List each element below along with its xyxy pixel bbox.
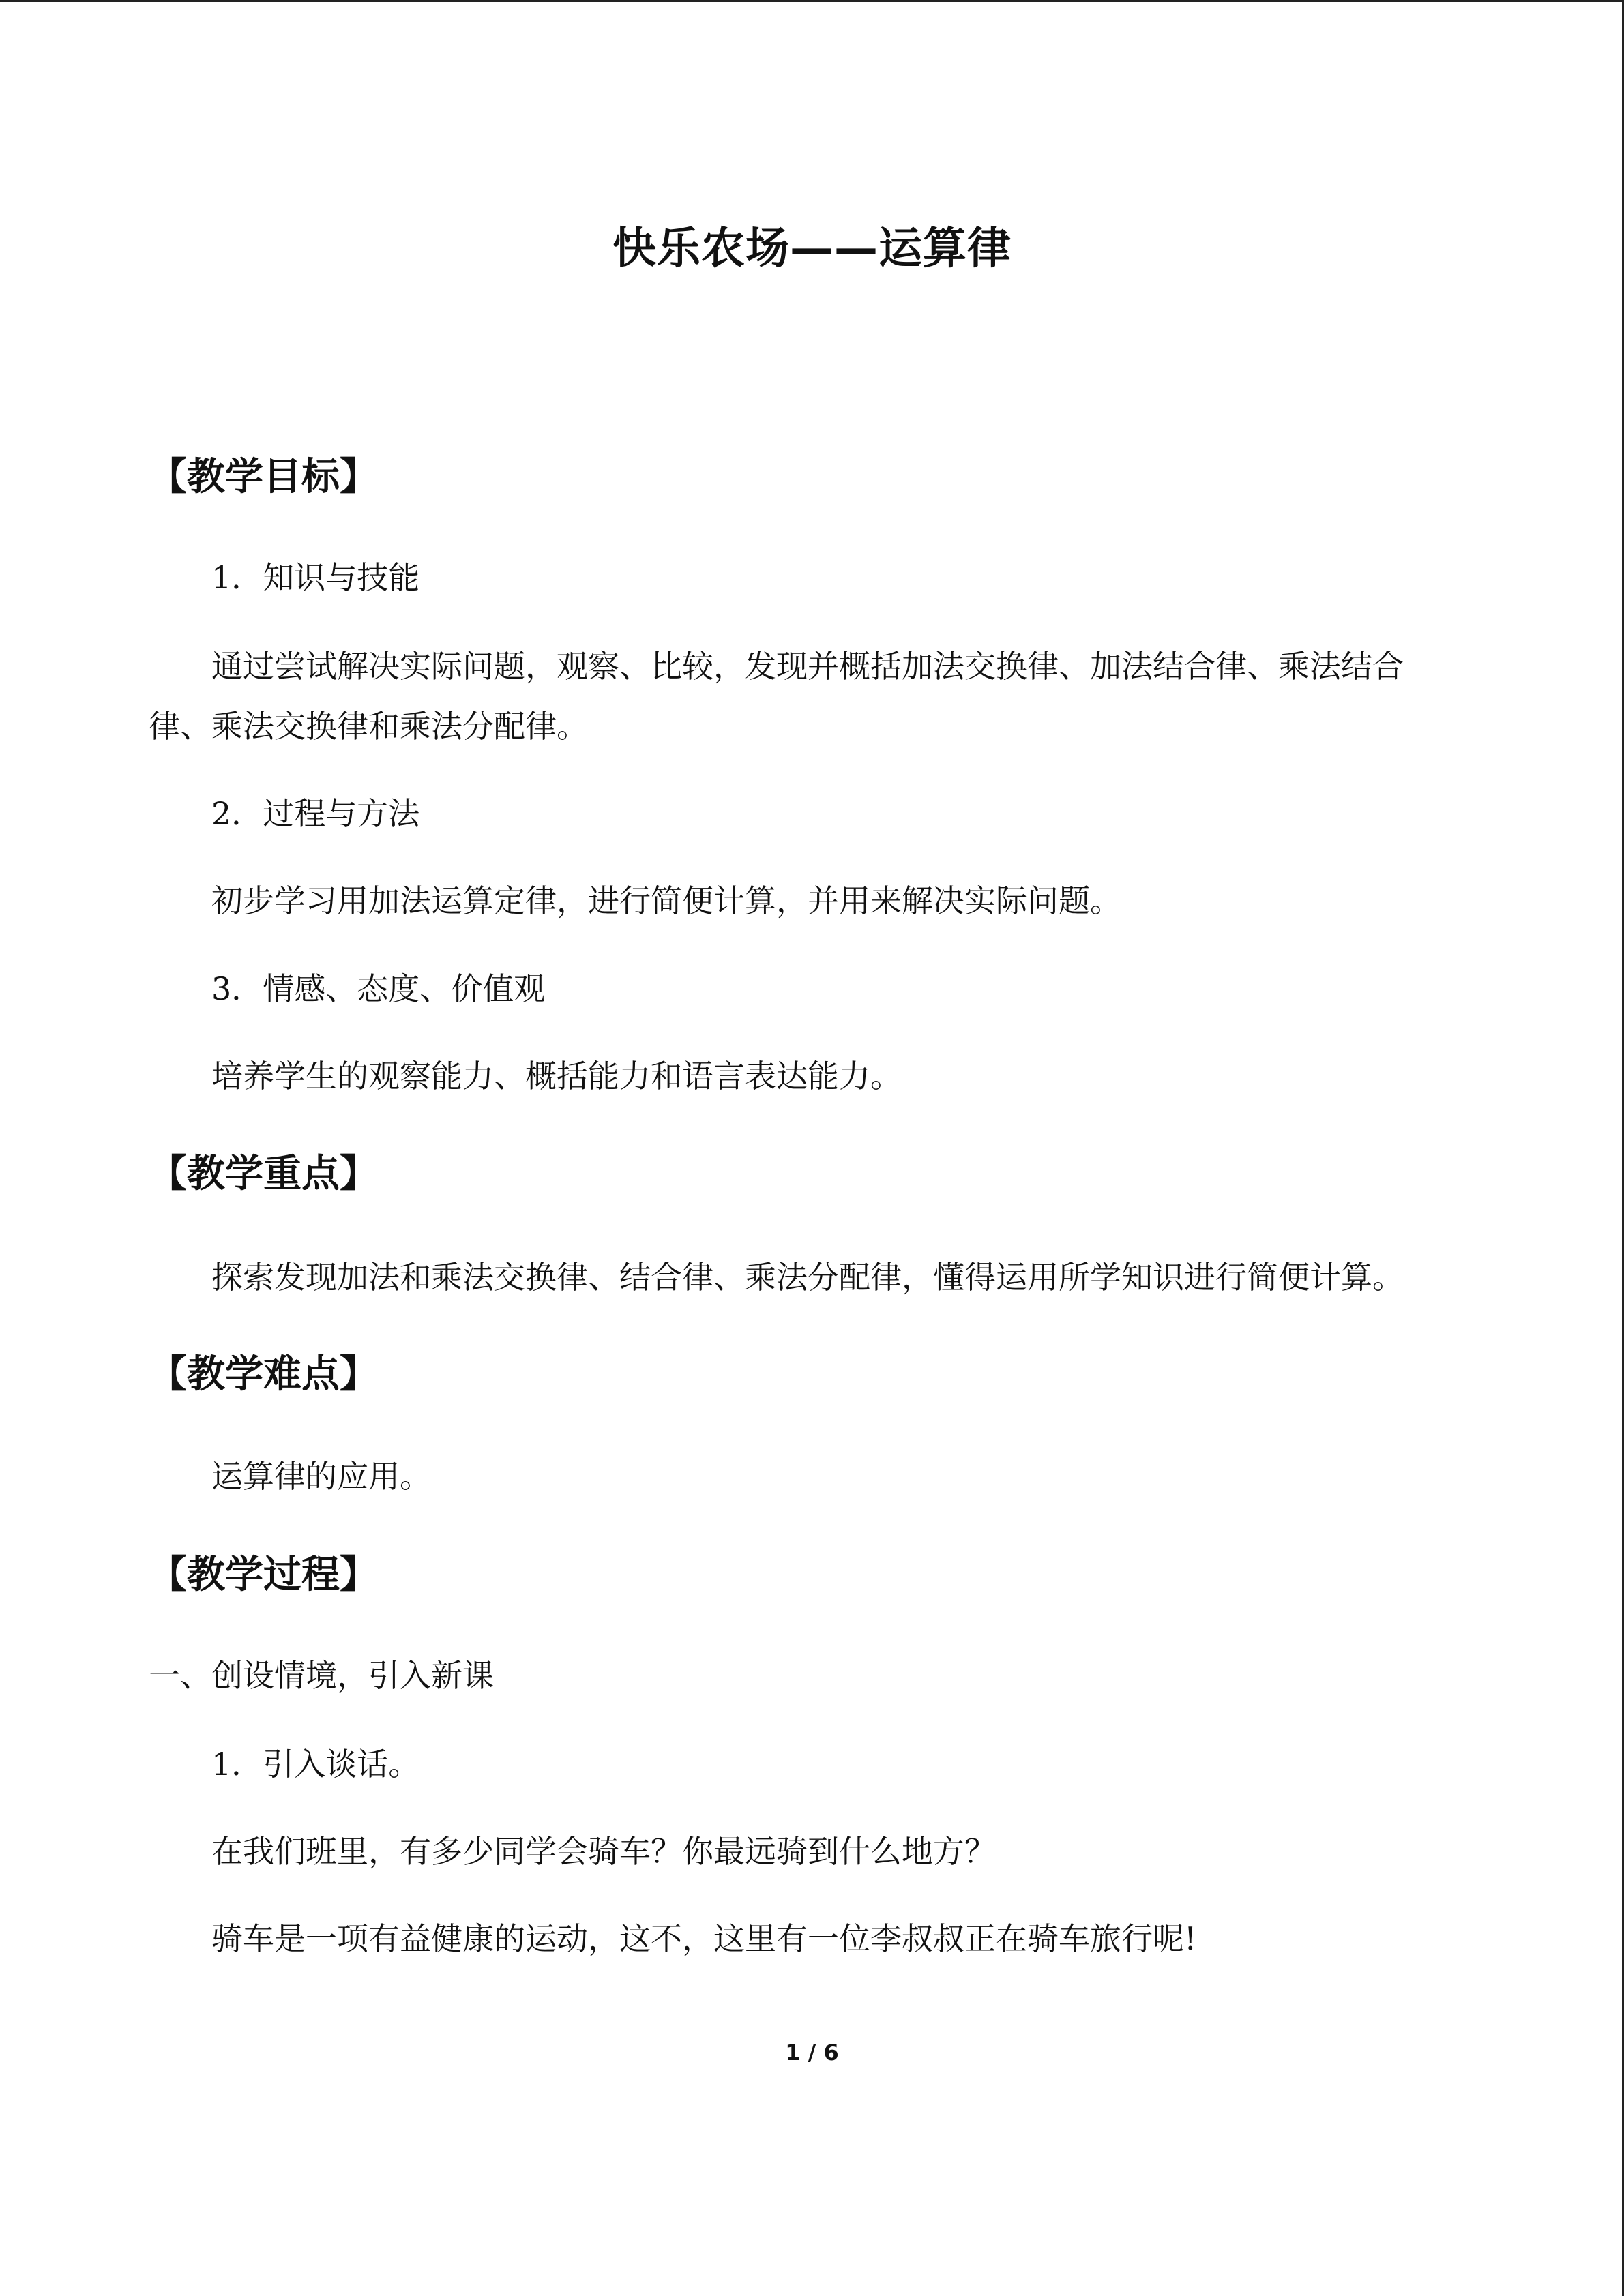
key-points-text: 探索发现加法和乘法交换律、结合律、乘法分配律，懂得运用所学知识进行简便计算。 <box>211 1259 1404 1296</box>
heading-objectives: 【教学目标】 <box>149 455 378 499</box>
objective-1-label: 1．知识与技能 <box>211 559 420 596</box>
process-part1-title: 一、创设情境，引入新课 <box>149 1657 494 1694</box>
objective-1-text-line1: 通过尝试解决实际问题，观察、比较，发现并概括加法交换律、加法结合律、乘法结合 <box>211 648 1404 685</box>
page-indicator: 1 / 6 <box>785 2040 839 2066</box>
process-step1-label: 1．引入谈话。 <box>211 1746 420 1783</box>
objective-3-text: 培养学生的观察能力、概括能力和语言表达能力。 <box>211 1058 902 1094</box>
heading-key-points: 【教学重点】 <box>149 1152 378 1196</box>
process-step1-line2: 骑车是一项有益健康的运动，这不，这里有一位李叔叔正在骑车旅行呢! <box>211 1920 1197 1957</box>
document-title: 快乐农场——运算律 <box>612 224 1012 274</box>
heading-process: 【教学过程】 <box>149 1553 378 1597</box>
difficulties-text: 运算律的应用。 <box>211 1458 431 1495</box>
objective-1-text-line2: 律、乘法交换律和乘法分配律。 <box>149 708 588 745</box>
objective-2-text: 初步学习用加法运算定律，进行简便计算，并用来解决实际问题。 <box>211 882 1121 919</box>
heading-difficulties: 【教学难点】 <box>149 1352 378 1397</box>
objective-2-label: 2．过程与方法 <box>211 795 420 832</box>
process-step1-line1: 在我们班里，有多少同学会骑车？你最远骑到什么地方？ <box>211 1833 996 1870</box>
objective-3-label: 3．情感、态度、价值观 <box>211 970 546 1007</box>
